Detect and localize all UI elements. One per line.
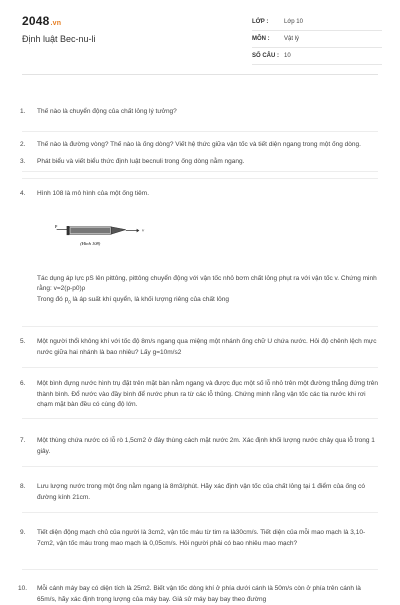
meta-key: MÔN : (252, 36, 270, 42)
question-number: 9. (20, 529, 26, 536)
figure-caption: (Hình 108) (80, 240, 101, 246)
extra-text: Trong đó p (37, 295, 69, 303)
meta-value: Lớp 10 (284, 19, 303, 25)
header-divider (22, 74, 378, 75)
question-divider (22, 512, 378, 513)
question-text-main: Hình 108 là mô hình của một ống tiêm. (37, 190, 150, 197)
meta-value: Vật lý (284, 36, 300, 42)
question-text (37, 189, 380, 307)
extra-subscript: 0 (68, 298, 71, 304)
document-title: Định luật Bec-nu-li (22, 34, 96, 44)
extra-text: là áp suất khí quyển, là khối lượng riêng của chất lỏng (70, 295, 229, 303)
meta-row-subject (252, 31, 382, 48)
question-text: Một bình đựng nước hình trụ đặt trên mặt bàn nằm ngang và được đục một số lỗ nhỏ trên một đường thẳng đứng trên thành bình. Đổ nước vào đầy bình để nước phun ra từ các lỗ thủng. Chứng minh rằng vận tốc các tia nước khi rơi chạm mặt bàn đều có cùng độ lớn. (37, 380, 378, 408)
question-text: Thế nào là chuyển động của chất lỏng lý tưởng? (37, 108, 177, 115)
question-number: 1. (20, 108, 26, 115)
syringe-figure-wrap (37, 200, 380, 248)
page-header (0, 0, 400, 70)
figure-label-v: v (142, 226, 145, 232)
question-number: 3. (20, 158, 26, 165)
question-number: 6. (20, 380, 26, 387)
question-number: 5. (20, 338, 26, 345)
question-extra-line (37, 295, 380, 308)
question-divider (22, 131, 378, 132)
question-divider (22, 569, 378, 570)
meta-row-class (252, 14, 382, 31)
question-text: Phát biểu và viết biểu thức định luật becnuli trong ống dòng nằm ngang. (37, 158, 245, 165)
figure-label-p: P (54, 223, 58, 229)
question-divider (22, 326, 378, 327)
question-number: 8. (20, 483, 26, 490)
site-logo[interactable] (22, 14, 61, 28)
meta-row-count (252, 48, 382, 65)
document-meta (252, 14, 382, 65)
question-extra-line: Tác dụng áp lực pS lên pittông, pittông chuyển động với vận tốc nhỏ bơm chất lỏng phụt ra với vận tốc v. Chứng minh rằng: v=2(p-p0)ρ (37, 274, 377, 292)
question-divider (22, 178, 378, 179)
question-text: Lưu lượng nước trong một ống nằm ngang là 8m3/phút. Hãy xác định vận tốc của chất lỏng tại 1 điểm của ống có đường kính 21cm. (37, 483, 365, 501)
meta-key: SỐ CÂU : (252, 53, 279, 59)
question-divider (22, 171, 378, 172)
question-number: 2. (20, 141, 26, 148)
question-number: 7. (20, 437, 26, 444)
question-number: 10. (18, 585, 28, 592)
meta-value: 10 (284, 53, 291, 59)
question-divider (22, 367, 378, 368)
logo-main: 2048 (22, 14, 50, 28)
question-divider (22, 418, 378, 419)
question-extra (37, 274, 380, 308)
question-text: Một thùng chứa nước có lỗ rò 1,5cm2 ở đáy thùng cách mặt nước 2m. Xác định khối lượng nước chảy qua lỗ trong 1 giây. (37, 437, 375, 455)
question-number: 4. (20, 190, 26, 197)
question-divider (22, 466, 378, 467)
logo-suffix: .vn (50, 20, 62, 27)
question-text: Tiết diện động mạch chủ của người là 3cm2, vận tốc máu từ tim ra là30cm/s. Tiết diện của mỗi mao mạch là 3,10-7cm2, vận tốc máu trong mao mạch là 0,05cm/s. Hỏi người phải có bao nhiêu mao mạch? (37, 529, 366, 547)
syringe-figure (53, 218, 153, 254)
meta-key: LỚP : (252, 19, 269, 25)
question-text: Thế nào là đường vòng? Thế nào là ống dòng? Viết hệ thức giữa vận tốc và tiết diện ngang trong một ống dòng. (37, 141, 361, 148)
question-text: Một người thổi không khí với tốc độ 8m/s ngang qua miệng một nhánh ống chữ U chứa nước. Hỏi độ chênh lệch mực nước giữa hai nhánh là bao nhiêu? Lấy g=10m/s2 (37, 338, 377, 356)
question-text: Mỗi cánh máy bay có diện tích là 25m2. Biết vận tốc dòng khí ở phía dưới cánh là 50m/s còn ở phía trên cánh là 65m/s, hãy xác định trọng lượng của máy bay. Giả sử máy bay bay theo đường (37, 585, 361, 603)
